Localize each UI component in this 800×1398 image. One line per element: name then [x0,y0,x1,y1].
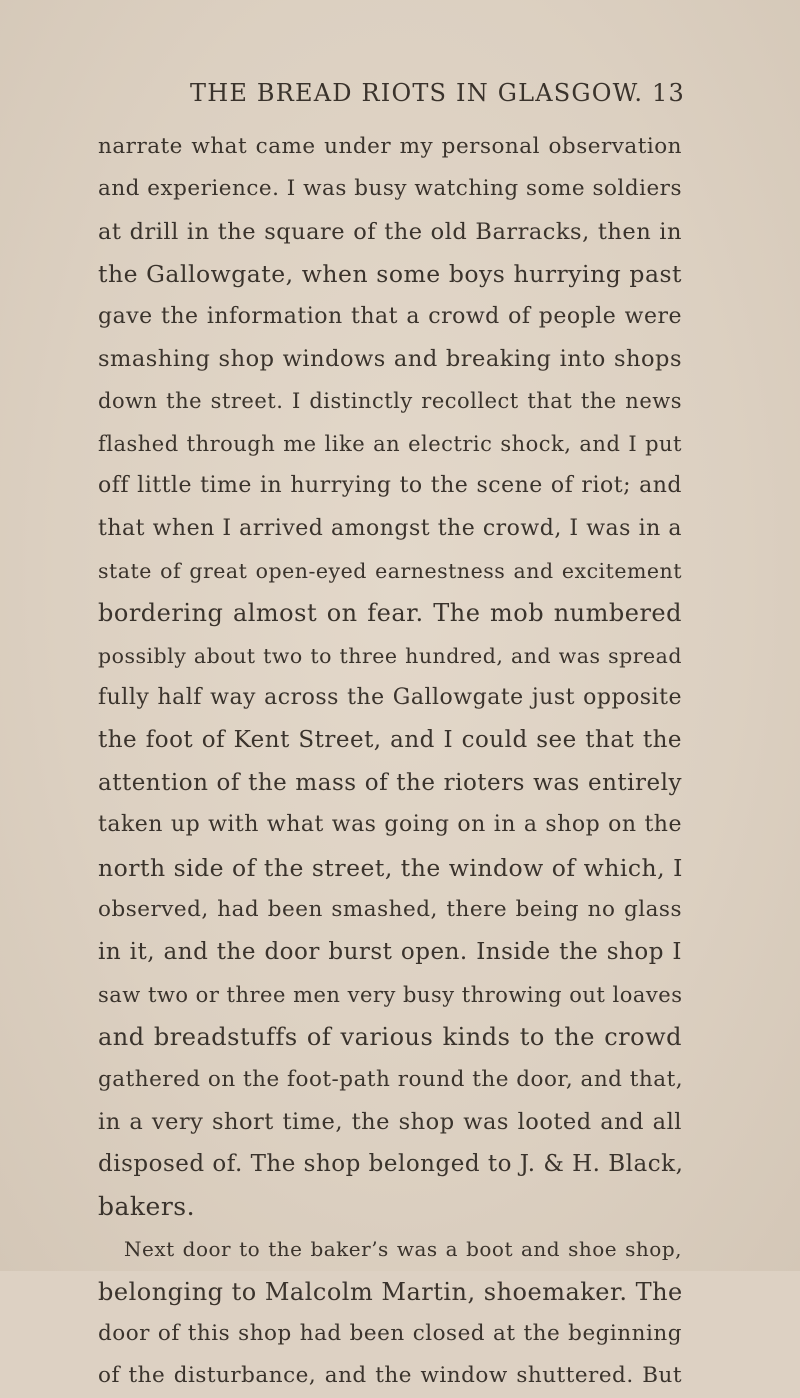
text-line: in a very short time, the shop was looted and all [98,1108,682,1135]
text-line: of the disturbance, and the window shuttered. But [98,1363,682,1389]
text-line: taken up with what was going on in a shop on the [98,812,682,838]
text-line: fully half way across the Gallowgate just opposite [98,685,682,711]
text-line: bakers. [98,1191,196,1221]
text-line: at drill in the square of the old Barracks, then in [98,218,682,245]
paragraph-1 [98,126,682,1228]
text-line: narrate what came under my personal observation [98,134,682,159]
text-line: observed, had been smashed, there being no glass [98,897,682,923]
text-line: and experience. I was busy watching some soldiers [98,176,682,202]
text-line: possibly about two to three hundred, and was spread [98,643,682,668]
body-text [98,126,682,1398]
text-line: smashing shop windows and breaking into shops [98,345,682,372]
running-head-title: THE BREAD RIOTS IN GLASGOW. [190,79,644,107]
text-line: state of great open-eyed earnestness and excitement [98,558,682,583]
text-line: the Gallowgate, when some boys hurrying past [98,260,682,289]
text-line: gathered on the foot-path round the door, and that, [98,1066,684,1092]
text-line: the foot of Kent Street, and I could see that the [98,727,682,754]
text-line: off little time in hurrying to the scene of riot; and [98,473,682,499]
text-line: north side of the street, the window of which, I [98,853,683,882]
text-line: in it, and the door burst open. Inside the shop I [98,939,682,966]
text-line: down the street. I distinctly recollect that the news [98,389,682,414]
text-line: disposed of. The shop belonged to J. & H. Black, [98,1151,684,1178]
text-line: saw two or three men very busy throwing out loaves [98,982,683,1007]
text-line: belonging to Malcolm Martin, shoemaker. The [98,1277,683,1306]
text-line: and breadstuffs of various kinds to the crowd [98,1023,682,1052]
text-line: door of this shop had been closed at the beginning [98,1320,682,1346]
text-line: bordering almost on fear. The mob numbered [98,599,682,628]
text-line: Next door to the baker’s was a boot and shoe shop, [124,1237,682,1262]
text-line: that when I arrived amongst the crowd, I was in a [98,515,682,541]
page-number: 13 [652,79,685,107]
running-head [190,76,685,110]
text-line: attention of the mass of the rioters was entirely [98,769,682,796]
text-line: gave the information that a crowd of people were [98,303,682,329]
text-line: flashed through me like an electric shock, and I put [98,431,682,456]
paragraph-2 [98,1228,682,1398]
